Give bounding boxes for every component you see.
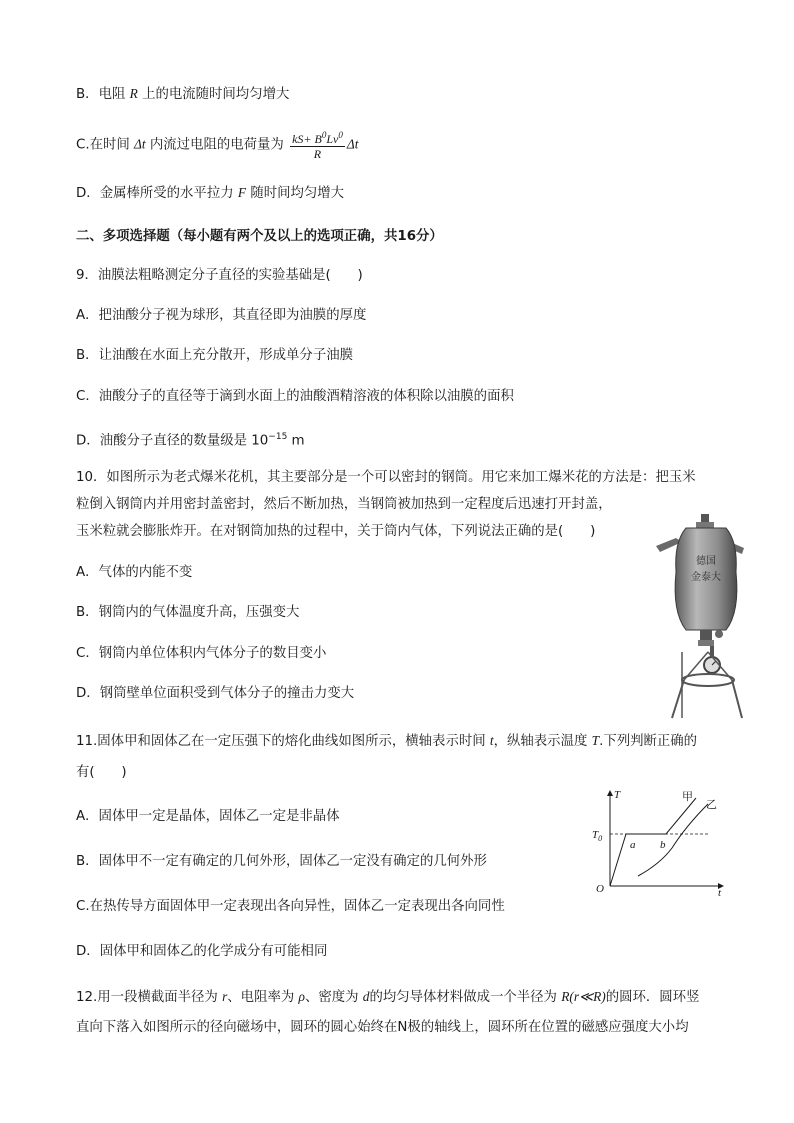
q10-stem-line2: 粒倒入钢筒内并用密封盖密封，然后不断加热，当钢筒被加热到一定程度后迅速打开封盖， [76,497,612,512]
q10-stem-line3: 玉米粒就会膨胀炸开。在对钢筒加热的过程中，关于筒内气体，下列说法正确的是( ) [76,524,596,539]
q11-option-d: D．固体甲和固体乙的化学成分有可能相同 [76,944,328,959]
q8-option-b: B．电阻 R 上的电流随时间均匀增大 [76,86,290,102]
q11-option-b: B．固体甲不一定有确定的几何外形，固体乙一定没有确定的几何外形 [76,854,487,869]
melting-curve-graph [590,786,730,898]
q10-stem-line1: 10．如图所示为老式爆米花机，其主要部分是一个可以密封的钢筒。用它来加工爆米花的方法是：把玉米 [76,470,696,485]
q8-option-c: C.在时间 Δt 内流过电阻的电荷量为 $\frac{kS+ B^0Lv^0}{R}$ Δt [76,130,359,161]
q9-stem: 9．油膜法粗略测定分子直径的实验基础是( ) [76,268,363,283]
point-a-label: a [630,839,636,851]
charge-fraction: $\frac{kS+ B^0Lv^0}{R}$ [292,130,343,161]
point-b-label: b [660,839,666,851]
section-heading: 二、多项选择题（每小题有两个及以上的选项正确，共16分） [76,229,443,244]
popcorn-machine-image [646,512,746,722]
axis-label-t: t [718,887,722,898]
curve-yi-label: 乙 [706,798,717,811]
q11-stem-line2: 有( ) [76,765,127,780]
q9-option-d: D．油酸分子直径的数量级是 $10^{-15}$ m [76,432,305,449]
svg-text:金泰大: 金泰大 [691,572,721,583]
q10-option-d: D．钢筒壁单位面积受到气体分子的撞击力变大 [76,686,355,701]
machine-lettering: 德国 [696,556,716,567]
q12-stem-line1: 12.用一段横截面半径为 r、电阻率为 ρ、密度为 d的均匀导体材料做成一个半径为 R(r≪R)的圆环．圆环竖 [76,989,700,1005]
axis-label-T: T [614,789,621,801]
q10-option-b: B．钢筒内的气体温度升高，压强变大 [76,605,300,620]
q9-option-a: A．把油酸分子视为球形，其直径即为油膜的厚度 [76,308,367,323]
q9-option-b: B．让油酸在水面上充分散开，形成单分子油膜 [76,348,353,363]
curve-jia-label: 甲 [682,790,693,803]
q10-option-a: A．气体的内能不变 [76,565,193,580]
q9-option-c: C．油酸分子的直径等于滴到水面上的油酸酒精溶液的体积除以油膜的面积 [76,389,514,404]
label-T0: $T_0$ [592,829,603,843]
q8-option-d: D．金属棒所受的水平拉力 F 随时间均匀增大 [76,185,345,201]
q10-option-c: C．钢筒内单位体积内气体分子的数目变小 [76,646,327,661]
q11-stem-line1: 11.固体甲和固体乙在一定压强下的熔化曲线如图所示，横轴表示时间 t，纵轴表示温度 T.下列判断正确的 [76,733,698,749]
q12-stem-line2: 直向下落入如图所示的径向磁场中，圆环的圆心始终在N极的轴线上，圆环所在位置的磁感应强度大小均 [76,1020,689,1035]
q11-option-c: C.在热传导方面固体甲一定表现出各向异性，固体乙一定表现出各向同性 [76,899,505,914]
origin-label: O [596,883,604,895]
q11-option-a: A．固体甲一定是晶体，固体乙一定是非晶体 [76,809,340,824]
